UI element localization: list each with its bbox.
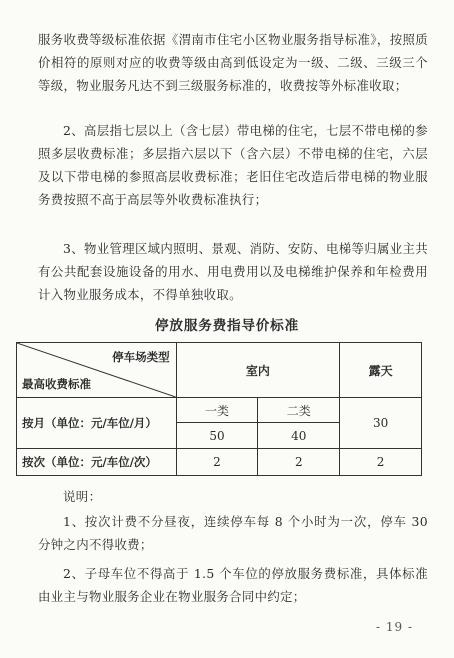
table-row bbox=[17, 398, 422, 423]
cell-monthly-class1: 50 bbox=[176, 423, 258, 449]
note-item-1: 1、按次计费不分昼夜，连续停车每 8 个小时为一次，停车 30 分钟之内不得收费； bbox=[38, 514, 428, 552]
subheader-class2: 二类 bbox=[258, 398, 340, 423]
paragraph-high-rise-definition: 2、高层指七层以上（含七层）带电梯的住宅，七层不带电梯的参照多层收费标准；多层指六层以下（含六层）不带电梯的住宅，六层及以下带电梯的参照高层收费标准；老旧住宅改造后带电梯的物业服务费按照不高于高层等外收费标准执行； bbox=[38, 123, 428, 207]
cell-monthly-outdoor: 30 bbox=[340, 398, 422, 449]
parking-fee-table bbox=[16, 342, 422, 476]
paragraph-fee-grade: 服务收费等级标准依据《渭南市住宅小区物业服务指导标准》，按照质价相符的原则对应的收费等级由高到低设定为一级、二级、三级三个等级，物业服务凡达不到三级服务标准的，收费按等外标准收取； bbox=[38, 32, 428, 93]
paragraph-public-facility-costs: 3、物业管理区域内照明、景观、消防、安防、电梯等归属业主共有公共配套设施设备的用水、用电费用以及电梯维护保养和年检费用计入物业服务成本，不得单独收取。 bbox=[38, 241, 428, 302]
note-item-2: 2、子母车位不得高于 1.5 个车位的停放服务费标准，具体标准由业主与物业服务企业在物业服务合同中约定； bbox=[38, 566, 428, 604]
column-header-outdoor: 露天 bbox=[340, 343, 422, 398]
notes-heading: 说明： bbox=[63, 489, 102, 504]
cell-time-outdoor: 2 bbox=[340, 449, 422, 476]
cell-time-class1: 2 bbox=[176, 449, 258, 476]
table-row bbox=[17, 449, 422, 476]
parking-fee-table-title: 停放服务费指导价标准 bbox=[155, 318, 299, 334]
table-corner-cell bbox=[17, 343, 177, 398]
page-number: - 19 - bbox=[376, 620, 414, 634]
row-label-monthly: 按月（单位：元/车位/月） bbox=[17, 398, 177, 449]
column-header-indoor: 室内 bbox=[176, 343, 340, 398]
header-parking-type: 停车场类型 bbox=[112, 350, 170, 364]
subheader-class1: 一类 bbox=[176, 398, 258, 423]
cell-time-class2: 2 bbox=[258, 449, 340, 476]
header-max-fee: 最高收费标准 bbox=[22, 377, 91, 391]
row-label-per-time: 按次（单位：元/车位/次） bbox=[17, 449, 177, 476]
cell-monthly-class2: 40 bbox=[258, 423, 340, 449]
table-header-row bbox=[17, 343, 422, 398]
